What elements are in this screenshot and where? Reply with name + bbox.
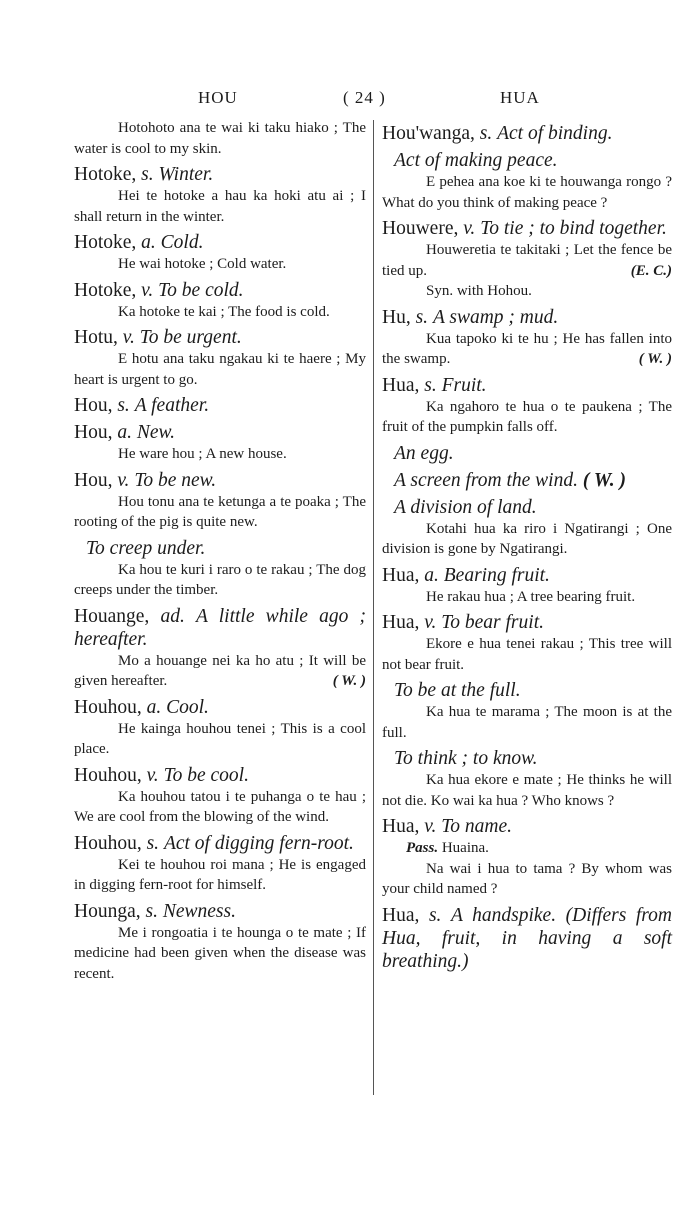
right-column — [382, 118, 672, 976]
entry-headline — [74, 326, 366, 349]
headword: Hotoke, — [74, 279, 137, 301]
gloss: Newness. — [162, 900, 236, 922]
entry-hua-v — [382, 611, 672, 675]
headword: Hou'wanga, — [382, 123, 475, 144]
sense-gloss: To be at the full. — [394, 680, 521, 701]
entry-headline — [382, 564, 672, 587]
entry-example: He kainga houhou tenei ; This is a cool place. — [74, 720, 366, 757]
headword: Houange, — [74, 605, 150, 627]
entry-headline — [74, 231, 366, 254]
sense-gloss: Act of making peace. — [394, 150, 558, 171]
gloss: Act of digging fern-root. — [163, 832, 354, 854]
example-text: Houweretia te takitaki ; Let the fence be tied up. — [382, 242, 672, 279]
entry-hua-s — [382, 374, 672, 438]
headword: Hua, — [382, 612, 420, 633]
part-of-speech: s. — [415, 306, 429, 328]
entry-headline — [74, 394, 366, 417]
gloss: To bear fruit. — [441, 612, 544, 633]
part-of-speech: v. — [122, 327, 135, 348]
entry-hua-name — [382, 815, 672, 900]
entry-headline — [382, 306, 672, 329]
entry-example: Ka ngahoro te hua o te paukena ; The fruit of the pumpkin falls off. — [382, 398, 672, 435]
gloss: To be cool. — [163, 764, 249, 786]
entry-continuation — [74, 118, 366, 159]
entry-headline — [74, 764, 366, 787]
entry-example — [382, 240, 672, 281]
entry-headline — [382, 217, 672, 240]
headword: Houhou, — [74, 696, 142, 718]
part-of-speech: s. — [117, 395, 130, 416]
part-of-speech: s. — [479, 123, 493, 144]
headword: Hua, — [382, 564, 420, 586]
entry-hua-handspike — [382, 904, 672, 973]
part-of-speech: v. — [424, 612, 437, 633]
part-of-speech: v. — [146, 764, 159, 786]
sense-gloss: An egg. — [394, 442, 454, 464]
entry-hotu-v — [74, 326, 366, 390]
gloss: A screen from the wind. — [394, 469, 578, 491]
gloss: Act of binding. — [497, 123, 613, 144]
gloss: Winter. — [158, 164, 214, 185]
entry-headline — [74, 900, 366, 923]
gloss: To name. — [441, 816, 513, 837]
gloss: Cool. — [166, 696, 209, 718]
entry-houhou-v — [74, 764, 366, 828]
gloss: A swamp ; mud. — [432, 306, 559, 328]
entry-example: Ka hotoke te kai ; The food is cold. — [118, 303, 330, 320]
part-of-speech: a. — [117, 422, 132, 443]
entry-example: He ware hou ; A new house. — [118, 446, 287, 462]
part-of-speech: v. — [117, 469, 130, 491]
source-note: ( W. ) — [638, 351, 672, 367]
part-of-speech: a. — [141, 232, 156, 253]
entry-example — [74, 651, 366, 692]
entry-headline — [74, 832, 366, 855]
part-of-speech: a. — [146, 696, 162, 718]
entry-hua-screen — [382, 469, 672, 492]
entry-headline — [382, 122, 672, 145]
entry-headline — [382, 815, 672, 838]
sense-gloss — [382, 469, 672, 492]
source-note: (E. C.) — [630, 262, 672, 279]
entry-headline — [74, 696, 366, 719]
entry-example: Hei te hotoke a hau ka hoki atu ai ; I shall return in the winter. — [74, 188, 366, 225]
part-of-speech: s. — [145, 900, 158, 922]
headword: Hou, — [74, 469, 113, 491]
part-of-speech: s. — [428, 904, 442, 926]
headword: Hotoke, — [74, 164, 137, 185]
entry-hou-v — [74, 469, 366, 533]
part-of-speech: s. — [146, 832, 160, 854]
running-head-left: HOU — [198, 88, 238, 107]
source-note: ( W. ) — [582, 469, 626, 491]
passive-value: Huaina. — [441, 840, 489, 856]
headword: Hua, — [382, 374, 420, 396]
part-of-speech: v. — [141, 279, 154, 301]
gloss: A feather. — [134, 395, 210, 416]
gloss: Fruit. — [441, 374, 487, 396]
part-of-speech: ad. — [160, 605, 185, 627]
gloss: Bearing fruit. — [443, 564, 550, 586]
headword: Hotu, — [74, 327, 118, 348]
headword: Hou, — [74, 422, 113, 443]
gloss: To tie ; to bind together. — [480, 218, 667, 239]
entry-example: Ka hua ekore e mate ; He thinks he will not die. Ko wai ka hua ? Who knows ? — [382, 772, 672, 809]
part-of-speech: a. — [424, 564, 439, 586]
entry-hua-division — [382, 496, 672, 560]
sense-gloss: A division of land. — [394, 496, 537, 518]
entry-example: Ka houhou tatou i te puhanga o te hau ; We are cool from the blowing of the wind. — [74, 788, 366, 825]
entry-headline — [74, 421, 366, 444]
entry-example: He rakau hua ; A tree bearing fruit. — [426, 588, 636, 605]
column-divider — [373, 120, 374, 1095]
headword: Hounga, — [74, 900, 141, 922]
entry-houwere-v — [382, 217, 672, 302]
entry-example: Ka hou te kuri i raro o te rakau ; The dog creeps under the timber. — [74, 561, 366, 598]
entry-example: Kei te houhou roi mana ; He is engaged in digging fern-root for himself. — [74, 856, 366, 893]
entry-houhou-a — [74, 696, 366, 760]
gloss: A handspike. (Differs from Hua, fruit, in having a soft breathing.) — [382, 904, 673, 972]
headword: Hou, — [74, 395, 113, 416]
entry-headline — [382, 904, 672, 973]
entry-headline — [74, 469, 366, 492]
entry-example: Ka hua te marama ; The moon is at the full. — [382, 704, 672, 741]
entry-hou-s — [74, 394, 366, 417]
source-note: ( W. ) — [332, 673, 366, 689]
headword: Houhou, — [74, 764, 142, 786]
headword: Hu, — [382, 306, 411, 328]
headword: Hua, — [382, 904, 420, 926]
headword: Hotoke, — [74, 232, 137, 253]
headword: Houhou, — [74, 832, 142, 854]
sense-gloss: To creep under. — [86, 537, 206, 559]
entry-headline — [74, 605, 366, 651]
passive-label: Pass. — [406, 840, 439, 856]
entry-headline — [74, 163, 366, 186]
entry-houwanga-s — [382, 122, 672, 213]
entry-hua-think — [382, 747, 672, 811]
part-of-speech: v. — [424, 816, 437, 837]
entry-example: Hou tonu ana te ketunga a te poaka ; The rooting of the pig is quite new. — [74, 493, 366, 530]
synonym-note: Syn. with Hohou. — [426, 283, 532, 299]
left-column — [74, 118, 366, 987]
gloss: To be new. — [134, 469, 217, 491]
part-of-speech: s. — [424, 374, 437, 396]
entry-hu-s — [382, 306, 672, 370]
entry-example: Kotahi hua ka riro i Ngatirangi ; One division is gone by Ngatirangi. — [382, 520, 672, 557]
entry-hotoke-v — [74, 279, 366, 323]
sense-gloss: To think ; to know. — [394, 748, 538, 769]
gloss: To be urgent. — [139, 327, 242, 348]
entry-example: Ekore e hua tenei rakau ; This tree will not bear fruit. — [382, 636, 672, 673]
entry-hotoke-a — [74, 231, 366, 275]
passive-form — [382, 838, 672, 859]
gloss: Cold. — [160, 232, 204, 253]
headword: Houwere, — [382, 218, 459, 239]
entry-hou-sense — [74, 537, 366, 601]
entry-hua-full — [382, 679, 672, 743]
entry-headline — [382, 374, 672, 397]
entry-hotoke-s — [74, 163, 366, 227]
entry-headline — [382, 611, 672, 634]
entry-example: E hotu ana taku ngakau ki te haere ; My heart is urgent to go. — [74, 351, 366, 388]
entry-hounga-s — [74, 900, 366, 985]
headword: Hua, — [382, 816, 420, 837]
running-head-right: HUA — [500, 88, 540, 107]
page-number: ( 24 ) — [343, 88, 386, 107]
entry-headline — [74, 279, 366, 302]
entry-example: He wai hotoke ; Cold water. — [118, 256, 287, 272]
example-text: Kua tapoko ki te hu ; He has fallen into the swamp. — [382, 330, 672, 367]
gloss: To be cold. — [158, 279, 244, 301]
entry-hou-a — [74, 421, 366, 465]
gloss: A little while ago ; hereafter. — [74, 605, 367, 650]
entry-example — [382, 329, 672, 370]
entry-example: Hotohoto ana te wai ki taku hiako ; The water is cool to my skin. — [74, 120, 366, 157]
entry-hua-a — [382, 564, 672, 608]
entry-houange-ad — [74, 605, 366, 692]
example-text: Mo a houange nei ka ho atu ; It will be given hereafter. — [74, 652, 366, 689]
entry-example: Me i rongoatia i te hounga o te mate ; If medicine had been given when the disease was recent. — [74, 924, 366, 982]
entry-example: Na wai i hua to tama ? By whom was your child named ? — [382, 860, 672, 897]
entry-example: E pehea ana koe ki te houwanga rongo ? What do you think of making peace ? — [382, 174, 672, 211]
part-of-speech: s. — [141, 164, 154, 185]
entry-houhou-s — [74, 832, 366, 896]
part-of-speech: v. — [463, 218, 476, 239]
entry-hua-egg — [382, 442, 672, 465]
gloss: New. — [136, 422, 175, 443]
